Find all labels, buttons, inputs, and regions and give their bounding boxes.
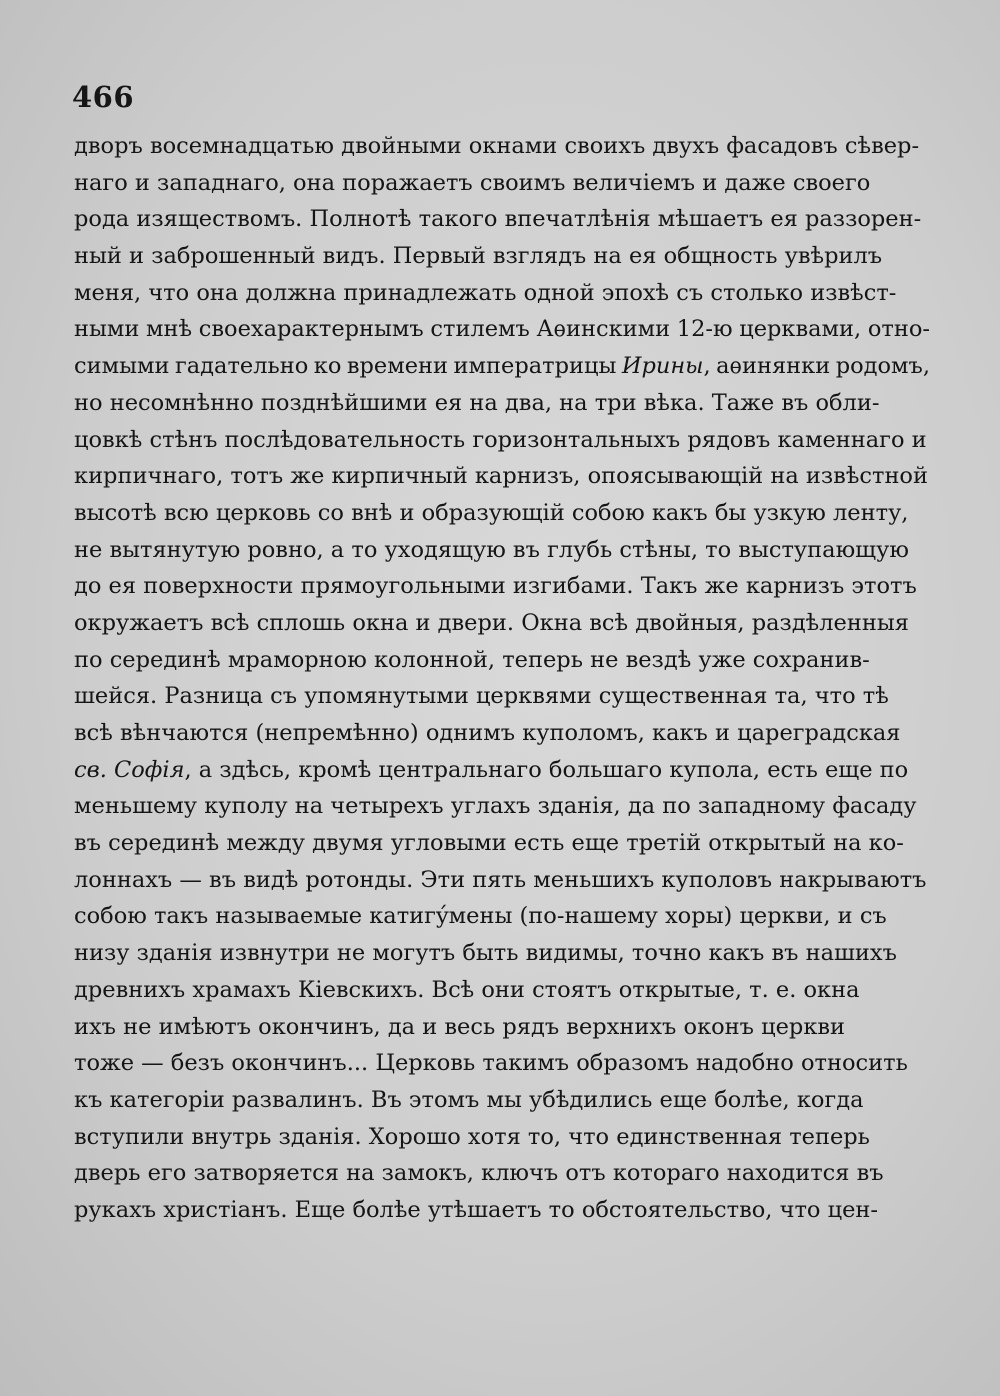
text-segment: шейся. Разница съ упомянутыми церквями существенная та, что тѣ [74,683,889,710]
text-line [74,385,930,422]
text-line [74,935,930,972]
text-line [74,568,930,605]
text-segment: лоннахъ — въ видѣ ротонды. Эти пять меньшихъ куполовъ накрываютъ [74,866,927,893]
text-segment: меньшему куполу на четырехъ углахъ зданiя, да по западному фасаду [74,793,917,820]
text-segment: по серединѣ мраморною колонной, теперь не вездѣ уже сохранив- [74,646,870,673]
text-segment: къ категорiи развалинъ. Въ этомъ мы убѣдились еще болѣе, когда [74,1086,864,1113]
body-text [74,128,930,1229]
text-line [74,972,930,1009]
text-line [74,715,930,752]
text-segment: высотѣ всю церковь со внѣ и образующiй собою какъ бы узкую ленту, [74,499,909,526]
text-segment: окружаетъ всѣ сплошь окна и двери. Окна всѣ двойныя, раздѣленныя [74,609,909,636]
text-segment: низу зданiя извнутри не могутъ быть видимы, точно какъ въ нашихъ [74,940,897,967]
text-line [74,862,930,899]
text-line [74,201,930,238]
text-segment: дворъ восемнадцатью двойными окнами своихъ двухъ фасадовъ сѣвер- [74,133,920,159]
text-line [74,642,930,679]
text-line [74,1009,930,1046]
text-segment: рукахъ христiанъ. Еще болѣе утѣшаетъ то обстоятельство, что цен- [74,1196,878,1223]
text-segment: тоже — безъ окончинъ... Церковь такимъ образомъ надобно относить [74,1050,908,1077]
text-segment: въ серединѣ между двумя угловыми есть еще третiй открытый на ко- [74,830,904,857]
text-line [74,275,930,312]
text-line [74,458,930,495]
text-line [74,678,930,715]
text-line [74,825,930,862]
text-segment: всѣ вѣнчаются (непремѣнно) однимъ куполомъ, какъ и цареградская [74,720,901,746]
page-number: 466 [72,80,135,114]
text-segment: ихъ не имѣютъ окончинъ, да и весь рядъ верхнихъ оконъ церкви [74,1013,846,1040]
text-segment: вступили внутрь зданiя. Хорошо хотя то, что единственная теперь [74,1123,870,1150]
italic-segment: Ирины [621,353,704,380]
text-segment: но несомнѣнно позднѣйшими ея на два, на три вѣка. Таже въ обли- [74,389,880,416]
text-line [74,238,930,275]
text-segment: древнихъ храмахъ Кiевскихъ. Всѣ они стоятъ открытые, т. е. окна [74,976,860,1003]
text-segment: , а здѣсь, кромѣ центральнаго большаго купола, есть еще по [184,756,909,783]
text-line [74,311,930,348]
text-segment: цовкѣ стѣнъ послѣдовательность горизонтальныхъ рядовъ каменнаго и [74,426,927,453]
text-segment: рода изяществомъ. Полнотѣ такого впечатлѣнiя мѣшаетъ ея раззорен- [74,206,922,233]
text-line [74,1119,930,1156]
italic-segment: св. Софiя [74,756,185,783]
text-segment: не вытянутую ровно, а то уходящую въ глубь стѣны, то выступающую [74,536,909,563]
text-segment: ными мнѣ своехарактернымъ стилемъ Аѳинскими 12-ю церквами, отно- [74,316,930,343]
text-line [74,788,930,825]
text-segment: дверь его затворяется на замокъ, ключъ отъ котораго находится въ [74,1160,884,1187]
text-line [74,348,930,385]
text-line [74,165,930,202]
text-segment: ный и заброшенный видъ. Первый взглядъ на ея общность увѣрилъ [74,243,883,270]
text-line [74,1082,930,1119]
text-segment: наго и западнаго, она поражаетъ своимъ величiемъ и даже своего [74,169,871,196]
text-line [74,495,930,532]
text-line [74,422,930,459]
text-segment: симыми гадательно ко времени императрицы [74,353,622,380]
text-segment: , аѳинянки родомъ, [703,353,931,380]
text-line [74,532,930,569]
text-line [74,605,930,642]
text-line [74,1045,930,1082]
text-line [74,1155,930,1192]
text-segment: меня, что она должна принадлежать одной эпохѣ съ столько извѣст- [74,279,897,306]
text-line [74,128,930,165]
text-segment: кирпичнаго, тотъ же кирпичный карнизъ, опоясывающiй на извѣстной [74,463,928,490]
text-line [74,1192,930,1229]
text-line [74,898,930,935]
text-line [74,752,930,789]
text-segment: собою такъ называемые катигýмены (по-нашему хоры) церкви, и съ [74,903,887,930]
text-segment: до ея поверхности прямоугольными изгибами. Такъ же карнизъ этотъ [74,573,917,600]
